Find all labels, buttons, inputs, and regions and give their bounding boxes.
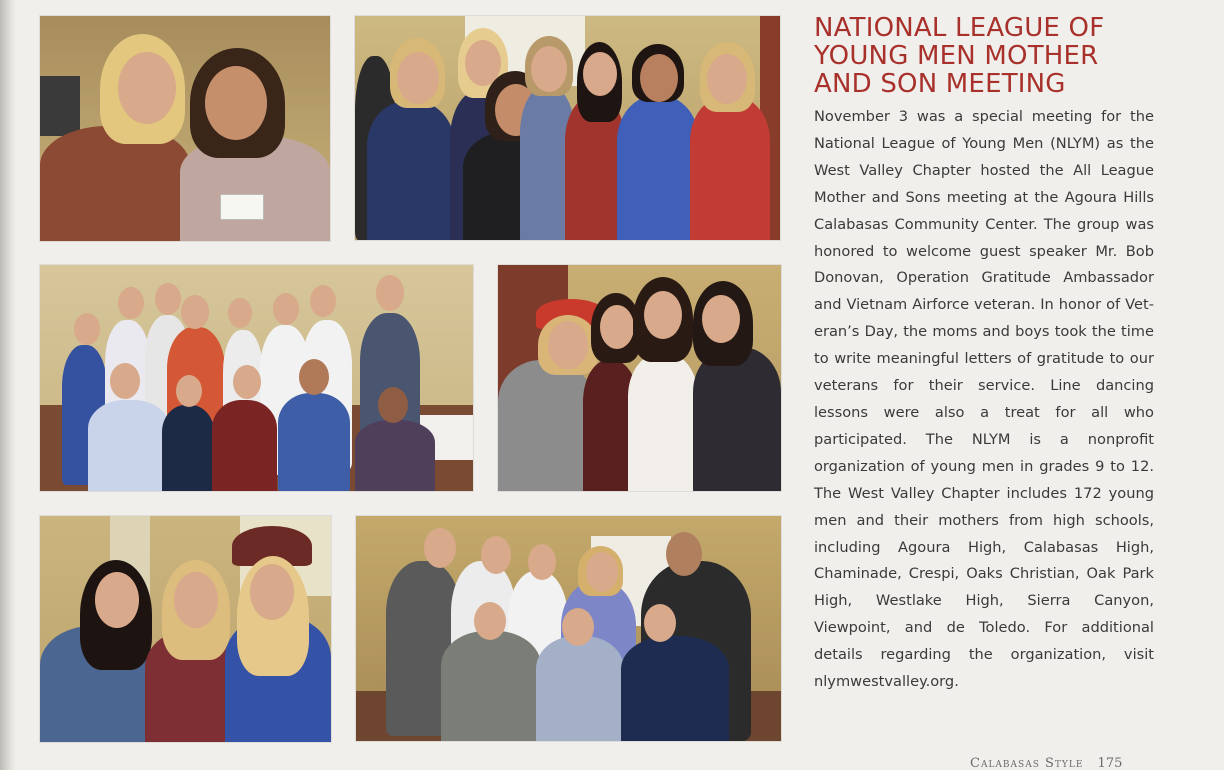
photo-mixed-group — [356, 516, 781, 741]
photo-three-women — [40, 516, 331, 742]
photo-group-boys — [40, 265, 473, 491]
page-binding-shadow — [0, 0, 16, 770]
photo-four-women — [498, 265, 781, 491]
page-footer — [970, 756, 1170, 770]
page-number: 175 — [1097, 756, 1123, 770]
article-headline: NATIONAL LEAGUE OF YOUNG MEN MOTHER AND SON MEETING — [814, 13, 1105, 99]
photo-two-women — [40, 16, 330, 241]
magazine-name: Calabasas Style — [970, 756, 1084, 770]
article — [814, 14, 1154, 696]
photo-group-women — [355, 16, 780, 240]
article-body: November 3 was a special meeting for the National League of Young Men (NLYM) as the West Valley Chapter hosted the All League Mother and Sons meeting at the Agoura Hills Calabasas Community Center. The group was honored to welcome guest speaker Mr. Bob Donovan, Operation Gratitude Ambassador and Vietnam Airforce veteran. In honor of Veteran’s Day, the moms and boys took the time to write meaningful letters of gratitude to our veterans for their service. Line dancing lessons were also a treat for all who participated. The NLYM is a nonprofit organization of young men in grades 9 to 12. The West Valley Chapter includes 172 young men and their mothers from high schools, including Agoura High, Calabasas High, Chaminade, Crespi, Oaks Christian, Oak Park High, Westlake High, Sierra Canyon, Viewpoint, and de Toledo. For additional details regarding the organization, visit nlymwestvalley.org. — [814, 108, 1154, 691]
